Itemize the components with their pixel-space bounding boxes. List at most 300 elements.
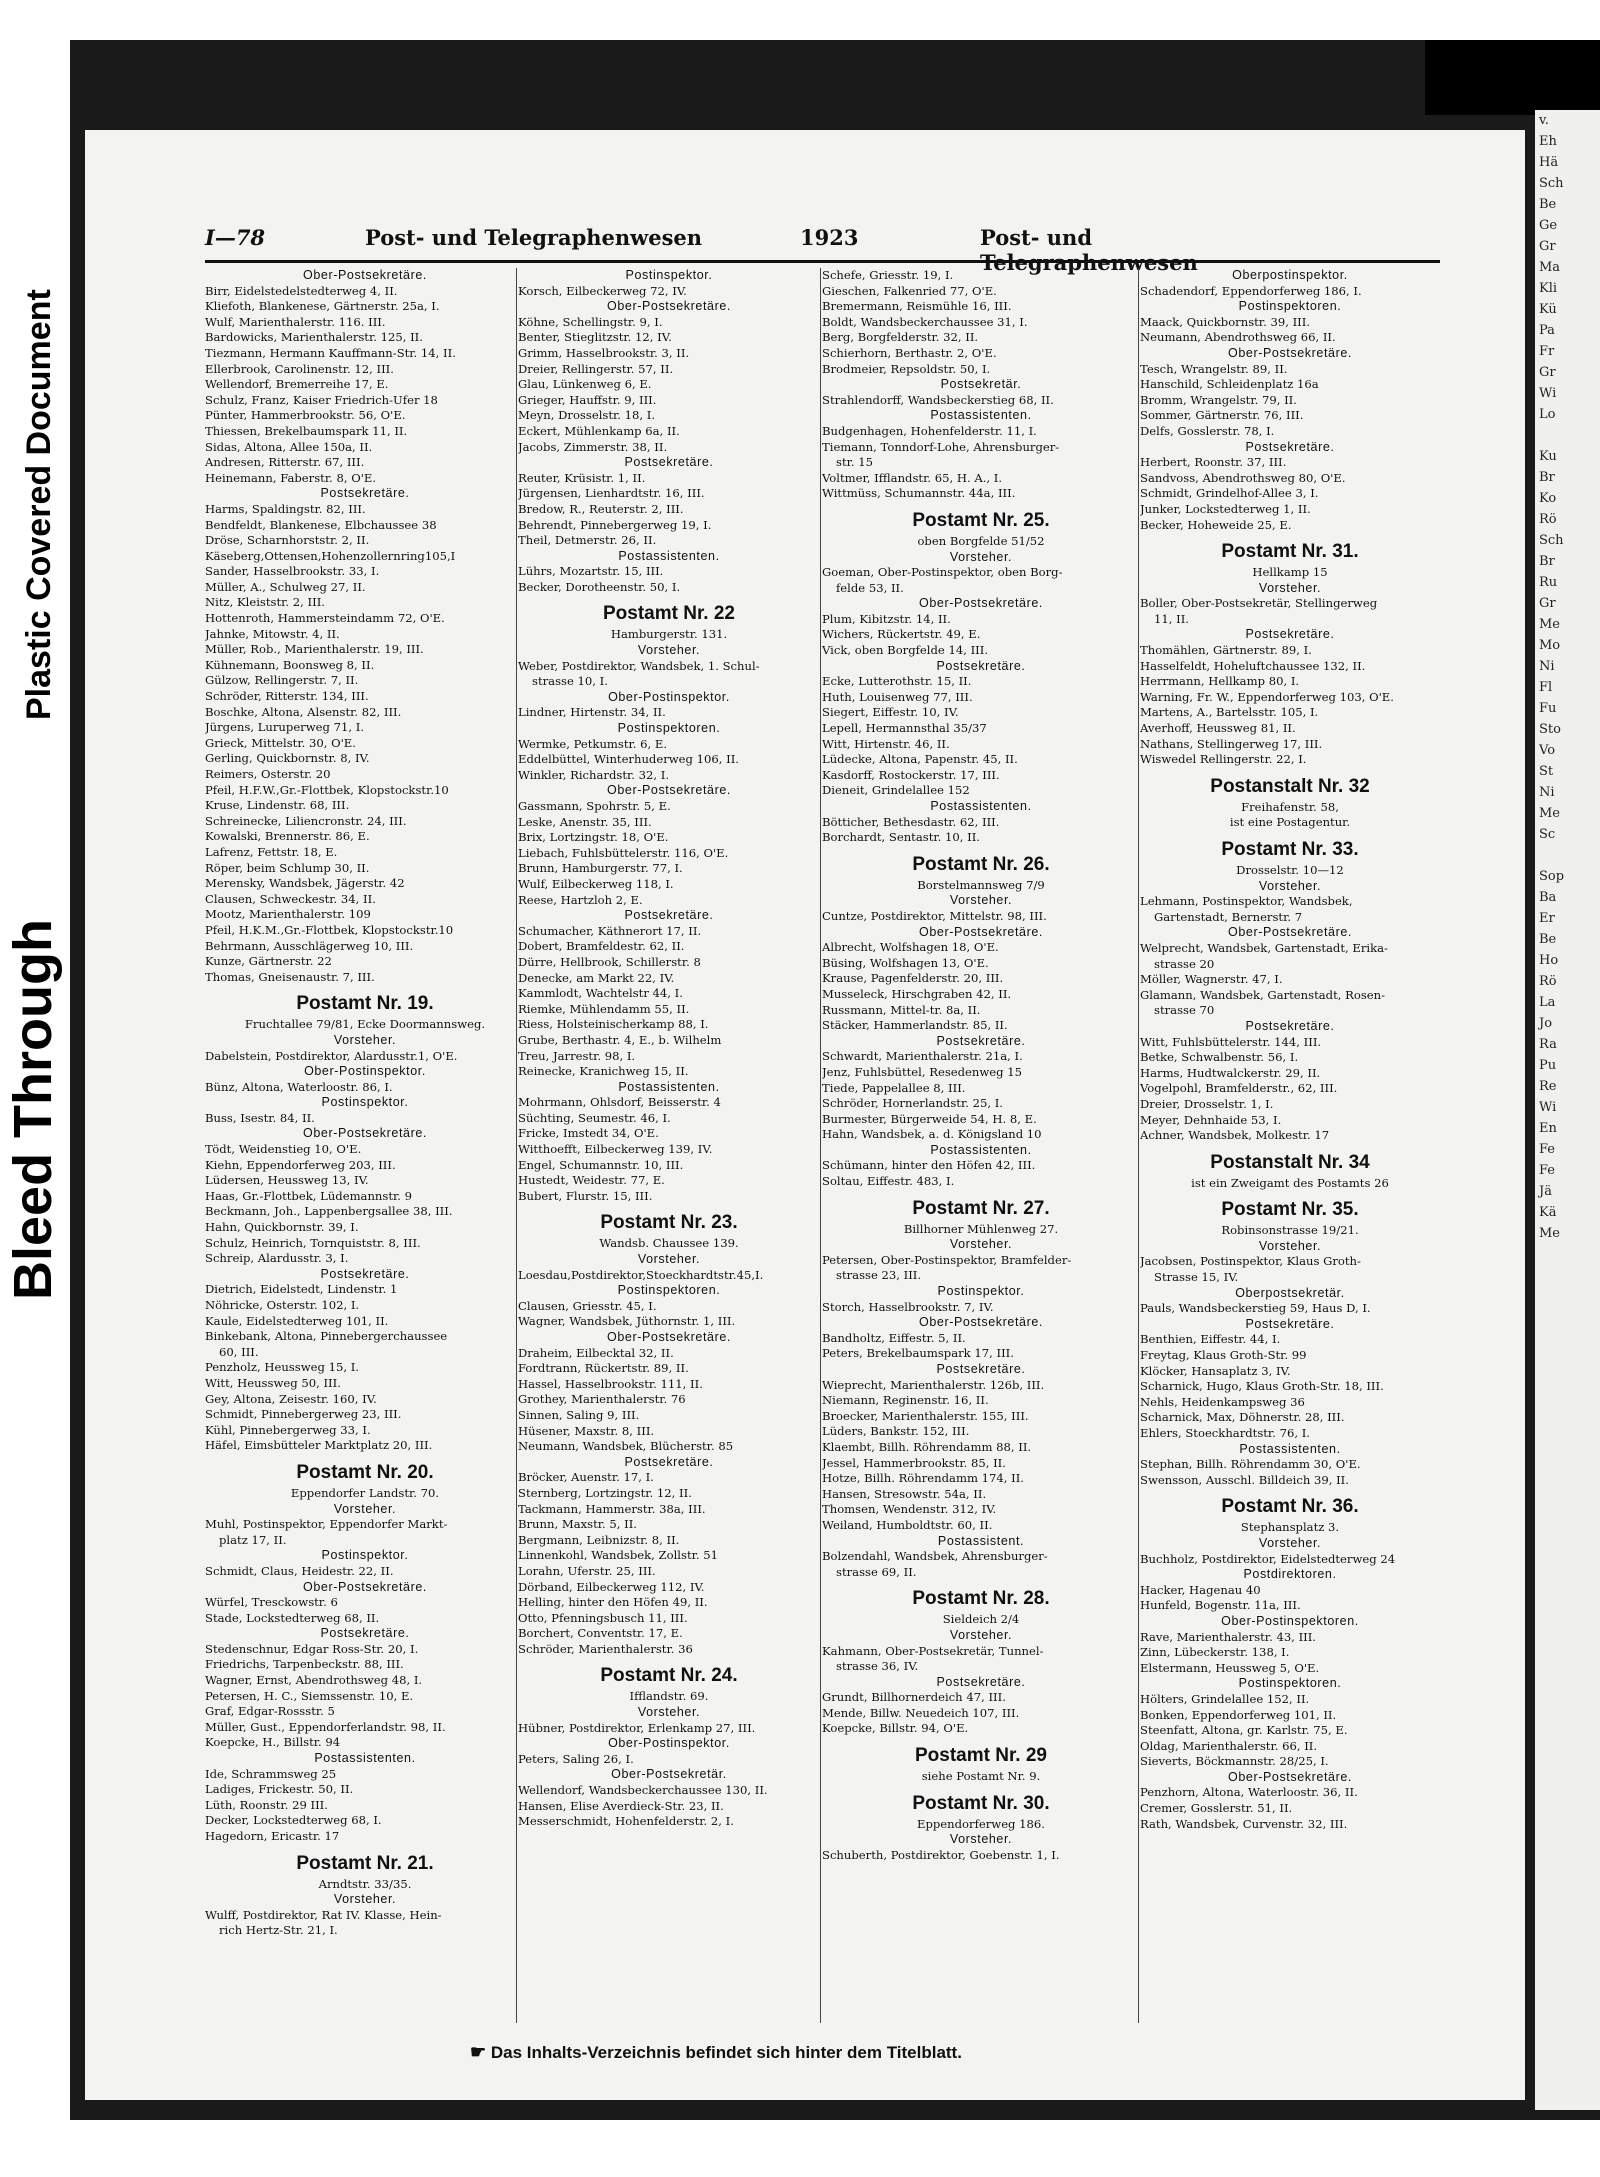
directory-entry: Clausen, Schweckestr. 34, II. — [205, 891, 376, 906]
directory-entry: Schwardt, Marienthalerstr. 21a, I. — [822, 1049, 1023, 1064]
directory-entry: Jessel, Hammerbrookstr. 85, II. — [822, 1455, 1006, 1470]
section-heading: Postassistenten. — [930, 1142, 1032, 1157]
directory-entry: Ellerbrook, Carolinenstr. 12, III. — [205, 361, 394, 376]
edge-fragment: Sto — [1539, 722, 1561, 737]
directory-entry: Ladiges, Frickestr. 50, II. — [205, 1782, 354, 1797]
directory-entry: Gartenstadt, Bernerstr. 7 — [1154, 909, 1303, 924]
directory-entry: Merensky, Wandsbek, Jägerstr. 42 — [205, 876, 405, 891]
directory-entry: Treu, Jarrestr. 98, I. — [518, 1048, 636, 1063]
directory-entry: Winkler, Richardstr. 32, I. — [518, 767, 670, 782]
section-heading: Postassistenten. — [314, 1751, 416, 1766]
directory-entry: Friedrichs, Tarpenbeckstr. 88, III. — [205, 1657, 404, 1672]
edge-fragment: Jä — [1539, 1184, 1552, 1199]
directory-entry: Delfs, Gosslerstr. 78, I. — [1140, 423, 1275, 438]
office-address: Borstelmannsweg 7/9 — [917, 877, 1045, 892]
section-heading: Postsekretäre. — [320, 1626, 410, 1641]
directory-entry: Swensson, Ausschl. Billdeich 39, II. — [1140, 1472, 1349, 1487]
directory-entry: Koepcke, H., Billstr. 94 — [205, 1735, 341, 1750]
section-heading: Postassistenten. — [618, 1079, 720, 1094]
section-heading: Ober-Postsekretäre. — [303, 1579, 427, 1594]
directory-entry: Eddelbüttel, Winterhuderweg 106, II. — [518, 752, 739, 767]
section-heading: Postassistenten. — [930, 799, 1032, 813]
page-number: I—78 — [205, 225, 266, 250]
directory-entry: Sinnen, Saling 9, III. — [518, 1407, 640, 1422]
directory-entry: Hübner, Postdirektor, Erlenkamp 27, III. — [518, 1720, 756, 1735]
directory-entry: Müller, A., Schulweg 27, II. — [205, 579, 366, 594]
directory-entry: Hansen, Stresowstr. 54a, II. — [822, 1486, 987, 1501]
directory-entry: Freytag, Klaus Groth-Str. 99 — [1140, 1348, 1307, 1363]
edge-fragment — [1535, 845, 1600, 866]
directory-entry: Bandholtz, Eiffestr. 5, II. — [822, 1330, 966, 1345]
office-address: Eppendorfer Landstr. 70. — [290, 1485, 440, 1500]
section-heading: Postsekretäre. — [624, 908, 714, 923]
edge-fragment: Kü — [1539, 302, 1557, 317]
directory-entry: Kühl, Pinnebergerweg 33, I. — [205, 1422, 371, 1437]
directory-entry: Glamann, Wandsbek, Gartenstadt, Rosen- — [1140, 987, 1386, 1002]
directory-entry: Wagner, Ernst, Abendrothsweg 48, I. — [205, 1673, 423, 1688]
directory-entry: Goeman, Ober-Postinspektor, oben Borg- — [822, 565, 1063, 580]
directory-entry: Brunn, Hamburgerstr. 77, I. — [518, 861, 683, 876]
section-heading: Postinspektoren. — [1238, 299, 1342, 314]
postamt-heading: Postamt Nr. 35. — [1221, 1199, 1359, 1221]
directory-entry: Dreier, Rellingerstr. 57, II. — [518, 361, 674, 376]
office-address: Arndtstr. 33/35. — [318, 1876, 412, 1891]
directory-entry: Broecker, Marienthalerstr. 155, III. — [822, 1408, 1029, 1423]
running-title-left: Post- und Telegraphenwesen — [365, 225, 703, 250]
directory-entry: Ehlers, Stoeckhardtstr. 76, I. — [1140, 1426, 1310, 1440]
directory-entry: Betke, Schwalbenstr. 56, I. — [1140, 1050, 1299, 1065]
edge-fragment: Ba — [1539, 890, 1557, 905]
directory-entry: Neumann, Abendrothsweg 66, II. — [1140, 330, 1336, 345]
directory-entry: Eckert, Mühlenkamp 6a, II. — [518, 423, 680, 438]
directory-entry: Wulf, Eilbeckerweg 118, I. — [518, 876, 674, 891]
directory-entry: Junker, Lockstedterweg 1, II. — [1140, 501, 1311, 516]
directory-entry: strasse 69, II. — [836, 1564, 917, 1579]
directory-entry: Maack, Quickbornstr. 39, III. — [1140, 314, 1310, 329]
directory-entry: Mende, Billw. Neuedeich 107, III. — [822, 1705, 1020, 1720]
directory-entry: Jahnke, Mitowstr. 4, II. — [205, 626, 340, 641]
edge-fragment: Gr — [1539, 596, 1556, 611]
directory-entry: Weiland, Humboldtstr. 60, II. — [822, 1517, 993, 1532]
directory-entry: Reimers, Osterstr. 20 — [205, 767, 331, 781]
directory-entry: Achner, Wandsbek, Molkestr. 17 — [1140, 1128, 1330, 1143]
directory-entry: Wagner, Wandsbek, Jüthornstr. 1, III. — [518, 1314, 736, 1329]
directory-entry: Nathans, Stellingerweg 17, III. — [1140, 736, 1323, 751]
section-heading: Vorsteher. — [949, 893, 1013, 908]
directory-entry: Strahlendorff, Wandsbeckerstieg 68, II. — [822, 392, 1054, 407]
edge-fragment: Ho — [1539, 953, 1559, 968]
directory-column-1 — [205, 268, 525, 1939]
directory-entry: Bendfeldt, Blankenese, Elbchaussee 38 — [205, 517, 437, 532]
directory-entry: Bolzendahl, Wandsbek, Ahrensburger- — [822, 1549, 1048, 1564]
directory-entry: strasse 70 — [1154, 1003, 1215, 1018]
directory-entry: Kahmann, Ober-Postsekretär, Tunnel- — [822, 1643, 1044, 1658]
section-heading: Ober-Postsekretäre. — [607, 783, 731, 798]
edge-fragment: Ra — [1539, 1037, 1557, 1052]
running-title-right: Post- und — [980, 225, 1093, 250]
directory-entry: Kaule, Eidelstedterweg 101, II. — [205, 1313, 389, 1328]
column-divider — [820, 268, 821, 2023]
directory-entry: Schmidt, Grindelhof-Allee 3, I. — [1140, 486, 1319, 501]
postamt-heading: Postamt Nr. 27. — [912, 1197, 1050, 1219]
directory-entry: Becker, Hoheweide 25, E. — [1140, 517, 1292, 532]
column-divider — [516, 268, 517, 2023]
edge-fragment: Kli — [1539, 281, 1558, 296]
directory-entry: Sidas, Altona, Allee 150a, II. — [205, 439, 373, 454]
directory-entry: Dobert, Bramfeldestr. 62, II. — [518, 939, 685, 954]
directory-entry: Jürgens, Luruperweg 71, I. — [205, 720, 365, 735]
section-heading: Postsekretäre. — [936, 1033, 1026, 1048]
directory-entry: Witthoefft, Eilbeckerweg 139, IV. — [518, 1142, 713, 1157]
section-heading: Vorsteher. — [949, 1627, 1013, 1642]
directory-entry: Grundt, Billhornerdeich 47, III. — [822, 1690, 1006, 1705]
postamt-heading: Postamt Nr. 23. — [600, 1212, 738, 1234]
section-heading: Ober-Postsekretäre. — [1228, 345, 1352, 360]
directory-entry: Schuberth, Postdirektor, Goebenstr. 1, I. — [822, 1847, 1060, 1862]
directory-entry: strasse 23, III. — [836, 1268, 922, 1283]
directory-entry: Hotze, Billh. Röhrendamm 174, II. — [822, 1471, 1024, 1486]
directory-entry: Lindner, Hirtenstr. 34, II. — [518, 705, 666, 720]
directory-entry: Wichers, Rückertstr. 49, E. — [822, 627, 981, 642]
office-address: ist ein Zweigamt des Postamts 26 — [1191, 1175, 1389, 1190]
footer-note — [470, 2042, 962, 2063]
edge-fragment: Mo — [1539, 638, 1561, 653]
section-heading: Ober-Postsekretäre. — [1228, 925, 1352, 940]
directory-entry: Pfeil, H.K.M.,Gr.-Flottbek, Klopstockstr.10 — [205, 922, 454, 937]
section-heading: Postassistent. — [937, 1533, 1025, 1548]
directory-entry: strasse 36, IV. — [836, 1659, 919, 1674]
directory-entry: Draheim, Eilbecktal 32, II. — [518, 1345, 674, 1360]
office-address: Robinsonstrasse 19/21. — [1221, 1223, 1359, 1238]
directory-entry: Sandvoss, Abendrothsweg 80, O'E. — [1140, 470, 1346, 485]
office-address: Wandsb. Chaussee 139. — [599, 1236, 739, 1251]
directory-entry: Tödt, Weidenstieg 10, O'E. — [205, 1142, 362, 1157]
edge-fragment: Kä — [1539, 1205, 1557, 1220]
directory-entry: Riess, Holsteinischerkamp 88, I. — [518, 1017, 709, 1032]
directory-entry: Hustedt, Weidestr. 77, E. — [518, 1173, 665, 1188]
section-heading: Postinspektor. — [625, 268, 713, 282]
directory-entry: Otto, Pfenningsbusch 11, III. — [518, 1610, 688, 1625]
directory-entry: Scharnick, Hugo, Klaus Groth-Str. 18, III. — [1140, 1379, 1384, 1394]
directory-entry: Pfeil, H.F.W.,Gr.-Flottbek, Klopstockstr.10 — [205, 782, 449, 797]
directory-column-2 — [518, 268, 820, 1830]
section-heading: Ober-Postsekretäre. — [919, 924, 1043, 939]
office-address: Freihafenstr. 58, — [1241, 799, 1339, 814]
directory-entry: Peters, Brekelbaumspark 17, III. — [822, 1346, 1014, 1361]
directory-entry: Sternberg, Lortzingstr. 12, II. — [518, 1485, 692, 1500]
directory-entry: Dreier, Drosselstr. 1, I. — [1140, 1096, 1274, 1111]
edge-fragment: Ku — [1539, 449, 1557, 464]
directory-entry: Hahn, Quickbornstr. 39, I. — [205, 1220, 359, 1235]
directory-entry: Reinecke, Kranichweg 15, II. — [518, 1064, 689, 1079]
directory-entry: Gerling, Quickbornstr. 8, IV. — [205, 751, 370, 766]
section-heading: Postsekretäre. — [936, 1674, 1026, 1689]
page-header — [120, 225, 1160, 259]
directory-entry: Thomählen, Gärtnerstr. 89, I. — [1140, 643, 1312, 658]
directory-entry: Kühnemann, Boonsweg 8, II. — [205, 657, 375, 672]
directory-entry: Lührs, Mozartstr. 15, III. — [518, 564, 664, 579]
directory-entry: Wellendorf, Bremerreihe 17, E. — [205, 377, 389, 392]
directory-entry: Gassmann, Spohrstr. 5, E. — [518, 799, 671, 813]
directory-entry: Bünz, Altona, Waterloostr. 86, I. — [205, 1079, 393, 1094]
directory-entry: Hölters, Grindelallee 152, II. — [1140, 1691, 1310, 1706]
directory-entry: Neumann, Wandsbek, Blücherstr. 85 — [518, 1439, 734, 1454]
office-address: oben Borgfelde 51/52 — [917, 533, 1045, 548]
directory-entry: Schröder, Ritterstr. 134, III. — [205, 689, 369, 704]
directory-entry: Schröder, Hornerlandstr. 25, I. — [822, 1096, 1003, 1111]
directory-entry: Wulff, Postdirektor, Rat IV. Klasse, Hein- — [205, 1907, 442, 1922]
edge-fragment: Fr — [1539, 344, 1555, 359]
section-heading: Postsekretäre. — [936, 1362, 1026, 1376]
directory-entry: Soltau, Eiffestr. 483, I. — [822, 1174, 955, 1189]
office-address: Ifflandstr. 69. — [629, 1689, 709, 1704]
directory-entry: Kiehn, Eppendorferweg 203, III. — [205, 1157, 396, 1172]
postamt-heading: Postamt Nr. 24. — [600, 1665, 738, 1687]
directory-entry: Büsing, Wolfshagen 13, O'E. — [822, 955, 989, 970]
edge-fragment: Gr — [1539, 239, 1556, 254]
directory-entry: Vick, oben Borgfelde 14, III. — [822, 643, 989, 658]
directory-entry: Graf, Edgar-Rossstr. 5 — [205, 1704, 335, 1719]
edge-fragment: Fl — [1539, 680, 1553, 695]
edge-fragment: Br — [1539, 470, 1555, 485]
edge-fragment: La — [1539, 995, 1556, 1010]
directory-entry: Stade, Lockstedterweg 68, II. — [205, 1610, 380, 1625]
directory-entry: Bremermann, Reismühle 16, III. — [822, 299, 1012, 314]
section-heading: Vorsteher. — [1258, 1535, 1322, 1550]
directory-entry: Wieprecht, Marienthalerstr. 126b, III. — [822, 1377, 1045, 1392]
section-heading: Vorsteher. — [1258, 1238, 1322, 1253]
section-heading: Ober-Postsekretär. — [611, 1767, 727, 1782]
directory-entry: Dabelstein, Postdirektor, Alardusstr.1, O'E. — [205, 1048, 458, 1063]
edge-fragment: Sop — [1539, 869, 1565, 884]
directory-entry: Becker, Dorotheenstr. 50, I. — [518, 579, 681, 594]
directory-entry: Müller, Gust., Eppendorferlandstr. 98, II. — [205, 1719, 446, 1734]
directory-entry: Klaembt, Billh. Röhrendamm 88, II. — [822, 1439, 1032, 1454]
postamt-heading: Postamt Nr. 22 — [603, 603, 735, 625]
directory-entry: Kammlodt, Wachtelstr 44, I. — [518, 986, 683, 1001]
edge-fragment: Pu — [1539, 1058, 1557, 1073]
directory-entry: Hacker, Hagenau 40 — [1140, 1582, 1261, 1597]
section-heading: Oberpostinspektor. — [1232, 268, 1348, 282]
section-heading: Oberpostsekretär. — [1235, 1285, 1345, 1300]
footer-text: Das Inhalts-Verzeichnis befindet sich hinter dem Titelblatt. — [490, 2043, 962, 2062]
directory-entry: Benthien, Eiffestr. 44, I. — [1140, 1332, 1281, 1347]
directory-entry: Weber, Postdirektor, Wandsbek, 1. Schul- — [518, 658, 760, 673]
edge-fragment: v. — [1539, 113, 1549, 128]
directory-entry: Nehls, Heidenkampsweg 36 — [1140, 1394, 1305, 1409]
directory-entry: Schierhorn, Berthastr. 2, O'E. — [822, 345, 997, 360]
directory-entry: Schreip, Alardusstr. 3, I. — [205, 1251, 349, 1266]
section-heading: Vorsteher. — [637, 1252, 701, 1267]
directory-entry: Steenfatt, Altona, gr. Karlstr. 75, E. — [1140, 1723, 1348, 1738]
section-heading: Vorsteher. — [949, 549, 1013, 564]
directory-entry: Lüders, Bankstr. 152, III. — [822, 1424, 970, 1439]
directory-entry: Schadendorf, Eppendorferweg 186, I. — [1140, 283, 1362, 298]
section-heading: Ober-Postsekretäre. — [303, 268, 427, 282]
directory-entry: Haas, Gr.-Flottbek, Lüdemannstr. 9 — [205, 1188, 413, 1203]
directory-entry: Korsch, Eilbeckerweg 72, IV. — [518, 283, 687, 298]
section-heading: Ober-Postinspektor. — [304, 1064, 426, 1079]
directory-entry: Bröcker, Auenstr. 17, I. — [518, 1470, 654, 1485]
directory-entry: Kruse, Lindenstr. 68, III. — [205, 798, 350, 813]
directory-entry: Nöhricke, Osterstr. 102, I. — [205, 1298, 360, 1312]
directory-entry: Hanschild, Schleidenplatz 16a — [1140, 377, 1319, 392]
directory-entry: Scharnick, Max, Döhnerstr. 28, III. — [1140, 1410, 1345, 1425]
section-heading: Ober-Postinspektoren. — [1221, 1613, 1359, 1628]
section-heading: Vorsteher. — [333, 1892, 397, 1907]
directory-entry: Reuter, Krüsistr. 1, II. — [518, 470, 646, 485]
directory-entry: Grieger, Hauffstr. 9, III. — [518, 392, 657, 407]
directory-entry: Messerschmidt, Hohenfelderstr. 2, I. — [518, 1814, 734, 1829]
directory-entry: Schefe, Griesstr. 19, I. — [822, 268, 954, 282]
edge-fragment: St — [1539, 764, 1554, 779]
edge-fragment: Jo — [1539, 1016, 1553, 1031]
directory-entry: Möller, Wagnerstr. 47, I. — [1140, 972, 1283, 987]
directory-entry: Krause, Pagenfelderstr. 20, III. — [822, 971, 1004, 986]
directory-entry: Rath, Wandsbek, Curvenstr. 32, III. — [1140, 1816, 1348, 1831]
directory-entry: Sommer, Gärtnerstr. 76, III. — [1140, 408, 1304, 423]
section-heading: Postinspektor. — [321, 1548, 409, 1563]
scan-corner-block — [1425, 40, 1600, 115]
section-heading: Postsekretäre. — [1245, 439, 1335, 454]
directory-entry: Linnenkohl, Wandsbek, Zollstr. 51 — [518, 1548, 719, 1563]
directory-entry: Brunn, Maxstr. 5, II. — [518, 1517, 637, 1532]
directory-entry: Grothey, Marienthalerstr. 76 — [518, 1392, 686, 1407]
directory-entry: Budgenhagen, Hohenfelderstr. 11, I. — [822, 423, 1037, 438]
pointing-hand-icon: ☛ — [470, 2042, 487, 2062]
directory-entry: Bromm, Wrangelstr. 79, II. — [1140, 392, 1297, 407]
directory-column-4 — [1140, 268, 1440, 1832]
directory-entry: Pauls, Wandsbeckerstieg 59, Haus D, I. — [1140, 1301, 1371, 1316]
directory-entry: Häfel, Eimsbütteler Marktplatz 20, III. — [205, 1438, 433, 1453]
directory-entry: Zinn, Lübeckerstr. 138, I. — [1140, 1645, 1290, 1660]
directory-entry: Jacobsen, Postinspektor, Klaus Groth- — [1140, 1254, 1361, 1269]
directory-entry: Borchardt, Sentastr. 10, II. — [822, 830, 980, 845]
directory-entry: Schmidt, Claus, Heidestr. 22, II. — [205, 1563, 394, 1578]
directory-entry: Albrecht, Wolfshagen 18, O'E. — [822, 940, 999, 955]
directory-entry: Harms, Hudtwalckerstr. 29, II. — [1140, 1065, 1321, 1080]
directory-entry: Sander, Hasselbrookstr. 33, I. — [205, 564, 380, 579]
directory-entry: Birr, Eidelstedelstedterweg 4, II. — [205, 283, 398, 298]
directory-entry: Peters, Saling 26, I. — [518, 1751, 634, 1766]
section-heading: Vorsteher. — [333, 1501, 397, 1516]
directory-entry: Schümann, hinter den Höfen 42, III. — [822, 1158, 1036, 1173]
directory-entry: Andresen, Ritterstr. 67, III. — [205, 455, 365, 470]
directory-entry: rich Hertz-Str. 21, I. — [219, 1923, 338, 1938]
section-heading: Ober-Postsekretäre. — [919, 1315, 1043, 1330]
directory-entry: Tesch, Wrangelstr. 89, II. — [1140, 361, 1288, 376]
edge-fragment: Br — [1539, 554, 1555, 569]
directory-entry: Kliefoth, Blankenese, Gärtnerstr. 25a, I. — [205, 299, 440, 314]
directory-entry: Rave, Marienthalerstr. 43, III. — [1140, 1629, 1316, 1644]
directory-entry: Lorahn, Uferstr. 25, III. — [518, 1563, 656, 1578]
directory-entry: Schulz, Heinrich, Tornquiststr. 8, III. — [205, 1235, 421, 1250]
edge-fragment: Me — [1539, 806, 1561, 821]
directory-entry: Buchholz, Postdirektor, Eidelstedterweg 24 — [1140, 1551, 1396, 1566]
directory-entry: Martens, A., Bartelsstr. 105, I. — [1140, 705, 1319, 720]
directory-entry: Tiezmann, Hermann Kauffmann-Str. 14, II. — [205, 345, 456, 360]
edge-fragment: Fe — [1539, 1163, 1556, 1178]
directory-entry: Bardowicks, Marienthalerstr. 125, II. — [205, 330, 423, 345]
edge-fragment: Gr — [1539, 365, 1556, 380]
directory-entry: Bergmann, Leibnizstr. 8, II. — [518, 1532, 680, 1547]
directory-entry: Thiessen, Brekelbaumspark 11, II. — [205, 423, 408, 438]
directory-entry: Lüth, Roonstr. 29 III. — [205, 1797, 328, 1812]
directory-entry: Thomsen, Wendenstr. 312, IV. — [822, 1502, 997, 1517]
directory-entry: strasse 20 — [1154, 956, 1215, 971]
section-heading: Ober-Postinspektor. — [608, 1736, 730, 1751]
postamt-heading: Postanstalt Nr. 34 — [1210, 1151, 1370, 1173]
directory-entry: Bredow, R., Reuterstr. 2, III. — [518, 501, 684, 516]
bleed-through-label: Bleed Through — [3, 919, 63, 1300]
section-heading: Ober-Postsekretäre. — [919, 596, 1043, 611]
section-heading: Vorsteher. — [949, 1237, 1013, 1252]
directory-entry: Grieck, Mittelstr. 30, O'E. — [205, 735, 356, 750]
directory-entry: Penzhorn, Altona, Waterloostr. 36, II. — [1140, 1785, 1358, 1800]
directory-entry: Witt, Hirtenstr. 46, II. — [822, 736, 950, 751]
edge-fragment: Rö — [1539, 974, 1557, 989]
directory-entry: Behrendt, Pinnebergerweg 19, I. — [518, 517, 712, 532]
directory-entry: Schreinecke, Liliencronstr. 24, III. — [205, 813, 407, 828]
office-address: Eppendorferweg 186. — [917, 1816, 1045, 1831]
directory-entry: Koepcke, Billstr. 94, O'E. — [822, 1721, 969, 1736]
directory-entry: Engel, Schumannstr. 10, III. — [518, 1157, 684, 1172]
edge-fragment: Be — [1539, 197, 1557, 212]
directory-entry: Boldt, Wandsbeckerchaussee 31, I. — [822, 314, 1028, 329]
directory-entry: Huth, Louisenweg 77, III. — [822, 689, 973, 704]
directory-column-3 — [822, 268, 1140, 1863]
directory-entry: Glau, Lünkenweg 6, E. — [518, 377, 652, 392]
directory-entry: Fordtrann, Rückertstr. 89, II. — [518, 1361, 689, 1376]
section-heading: Postsekretäre. — [320, 1266, 410, 1281]
directory-entry: Binkebank, Altona, Pinnebergerchaussee — [205, 1329, 448, 1344]
section-heading: Postinspektoren. — [1238, 1676, 1342, 1691]
directory-entry: Tiemann, Tonndorf-Lohe, Ahrensburger- — [822, 439, 1060, 454]
postamt-heading: Postamt Nr. 33. — [1221, 839, 1359, 860]
directory-entry: Hansen, Elise Averdieck-Str. 23, II. — [518, 1798, 724, 1813]
directory-entry: Hottenroth, Hammersteindamm 72, O'E. — [205, 611, 445, 626]
directory-entry: Grimm, Hasselbrookstr. 3, II. — [518, 345, 690, 360]
edge-fragment: Er — [1539, 911, 1555, 926]
directory-entry: Berg, Borgfelderstr. 32, II. — [822, 330, 979, 345]
edge-fragment: Sch — [1539, 176, 1564, 191]
directory-entry: Kowalski, Brennerstr. 86, E. — [205, 829, 370, 844]
directory-entry: Harms, Spaldingstr. 82, III. — [205, 501, 366, 516]
section-heading: Postsekretäre. — [936, 658, 1026, 673]
directory-entry: Muhl, Postinspektor, Eppendorfer Markt- — [205, 1517, 448, 1532]
directory-entry: Kasdorff, Rostockerstr. 17, III. — [822, 767, 1000, 782]
postamt-heading: Postamt Nr. 19. — [296, 993, 434, 1015]
edge-fragment: Ma — [1539, 260, 1561, 275]
directory-entry: Gülzow, Rellingerstr. 7, II. — [205, 673, 359, 688]
directory-entry: Mootz, Marienthalerstr. 109 — [205, 907, 371, 922]
directory-entry: Meyer, Dehnhaide 53, I. — [1140, 1112, 1282, 1127]
section-heading: Vorsteher. — [333, 1032, 397, 1047]
edge-fragment: Me — [1539, 617, 1561, 632]
directory-entry: Süchting, Seumestr. 46, I. — [518, 1110, 671, 1125]
section-heading: Postinspektor. — [937, 1284, 1025, 1299]
directory-entry: Strasse 15, IV. — [1154, 1270, 1239, 1285]
edge-fragment: Hä — [1539, 155, 1559, 170]
postamt-heading: Postamt Nr. 25. — [912, 509, 1050, 531]
edge-fragment: Fe — [1539, 1142, 1556, 1157]
section-heading: Postsekretäre. — [624, 1454, 714, 1469]
directory-entry: Lüdersen, Heussweg 13, IV. — [205, 1173, 369, 1188]
directory-entry: 11, II. — [1154, 611, 1189, 626]
directory-entry: Lüdecke, Altona, Papenstr. 45, II. — [822, 752, 1018, 767]
edge-fragment: Ge — [1539, 218, 1558, 233]
plastic-covered-label: Plastic Covered Document — [20, 289, 58, 720]
